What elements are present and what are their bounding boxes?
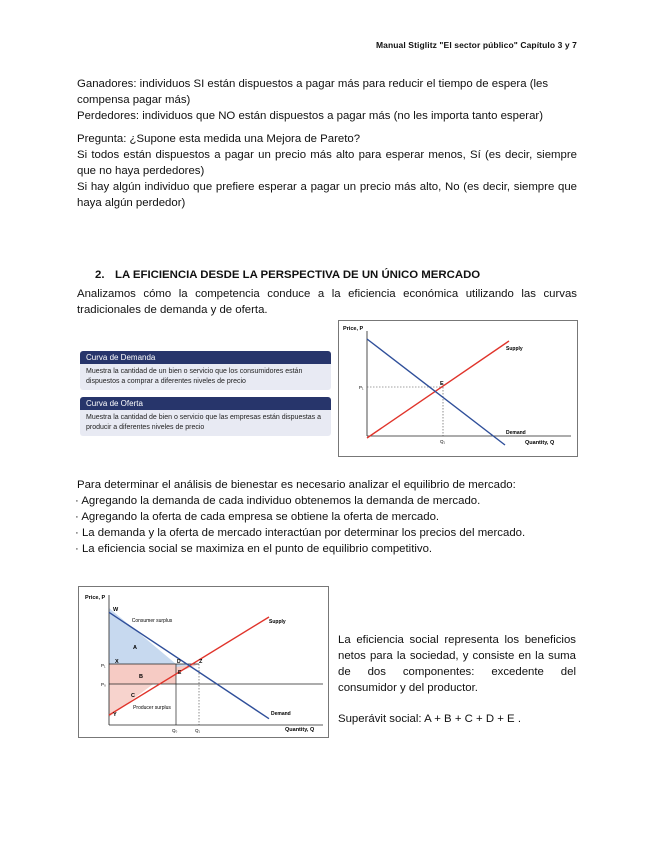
- pareto-answer-no: Si hay algún individuo que prefiere esperar a pagar un precio más alto, No (es decir, siempre que haya algún perdedor): [77, 181, 577, 209]
- p1-tick: P₁: [101, 663, 106, 668]
- efficiency-text: La eficiencia social representa los beneficios netos para la sociedad, y consiste en la suma de dos componentes: excedente del consumidor y del productor.: [338, 634, 576, 694]
- market-bullet: · La eficiencia social se maximiza en el punto de equilibrio competitivo.: [75, 543, 433, 555]
- demand-label: Demand: [506, 430, 526, 436]
- supply-definition-title: Curva de Oferta: [80, 397, 331, 410]
- point-z-label: Z: [199, 659, 203, 665]
- region-a-label: A: [133, 645, 137, 651]
- q0-tick: Q₀: [172, 728, 178, 733]
- q1-tick: Q₁: [195, 728, 201, 733]
- demand-definition-text: Muestra la cantidad de un bien o servicio que los consumidores están dispuestos a comprar a diferentes niveles de precio: [80, 364, 331, 390]
- social-surplus-text: Superávit social: A + B + C + D + E .: [338, 713, 521, 725]
- region-e-label: E: [178, 670, 182, 676]
- region-a-area: [109, 608, 176, 664]
- section-title: LA EFICIENCIA DESDE LA PERSPECTIVA DE UN ÚNICO MERCADO: [115, 269, 481, 281]
- section-number: 2.: [95, 269, 105, 281]
- region-b-label: B: [139, 674, 143, 680]
- y-axis-label: Price, P: [85, 595, 106, 601]
- x-axis-label: Quantity, Q: [525, 440, 555, 446]
- price-tick: P₁: [359, 385, 364, 390]
- supply-label: Supply: [269, 619, 286, 625]
- section-intro: Analizamos cómo la competencia conduce a la eficiencia económica utilizando las curvas tradicionales de demanda y de oferta.: [77, 288, 577, 316]
- page-header: Manual Stiglitz "El sector público" Capítulo 3 y 7: [375, 40, 577, 50]
- supply-demand-svg: [339, 321, 577, 456]
- y-axis-label: Price, P: [343, 326, 364, 332]
- market-bullets: [75, 493, 575, 557]
- demand-definition-title: Curva de Demanda: [80, 351, 331, 364]
- section-heading: [95, 269, 480, 281]
- p0-tick: P₀: [101, 682, 106, 687]
- region-c-label: C: [131, 693, 135, 699]
- surplus-chart: [78, 586, 329, 738]
- point-w-label: W: [113, 607, 119, 613]
- market-bullet: · Agregando la oferta de cada empresa se obtiene la oferta de mercado.: [75, 511, 440, 523]
- producer-surplus-label: Producer surplus: [133, 705, 171, 711]
- pareto-question: Pregunta: ¿Supone esta medida una Mejora de Pareto?: [77, 133, 361, 145]
- demand-definition-box: [80, 351, 331, 390]
- consumer-surplus-label: Consumer surplus: [131, 618, 173, 624]
- x-axis-label: Quantity, Q: [285, 727, 315, 733]
- supply-label: Supply: [506, 346, 523, 352]
- equilibrium-label: E: [440, 381, 444, 387]
- supply-definition-text: Muestra la cantidad de bien o servicio que las empresas están dispuestas a producir a diferentes niveles de precio: [80, 410, 331, 436]
- pareto-answer-yes: Si todos están dispuestos a pagar un precio más alto para esperar menos, Sí (es decir, siempre que no haya perdedores): [77, 149, 577, 177]
- supply-definition-box: [80, 397, 331, 436]
- market-bullet: · La demanda y la oferta de mercado interactúan por determinar los precios del mercado.: [75, 527, 526, 539]
- point-x-label: X: [115, 659, 119, 665]
- losers-text: Perdedores: individuos que NO están dispuestos a pagar más (no les importa tanto esperar): [77, 110, 544, 122]
- market-intro: Para determinar el análisis de bienestar es necesario analizar el equilibrio de mercado:: [77, 479, 516, 491]
- region-d-label: D: [177, 659, 181, 665]
- quantity-tick: Q₁: [440, 439, 446, 444]
- demand-label: Demand: [271, 711, 291, 717]
- market-bullet: · Agregando la demanda de cada individuo obtenemos la demanda de mercado.: [75, 495, 481, 507]
- surplus-svg: [79, 587, 328, 737]
- demand-line: [367, 339, 505, 445]
- point-y-label: Y: [113, 712, 117, 718]
- supply-demand-chart: [338, 320, 578, 457]
- winners-text: Ganadores: individuos SI están dispuestos a pagar más para reducir el tiempo de espera (les compensa pagar más): [77, 78, 549, 106]
